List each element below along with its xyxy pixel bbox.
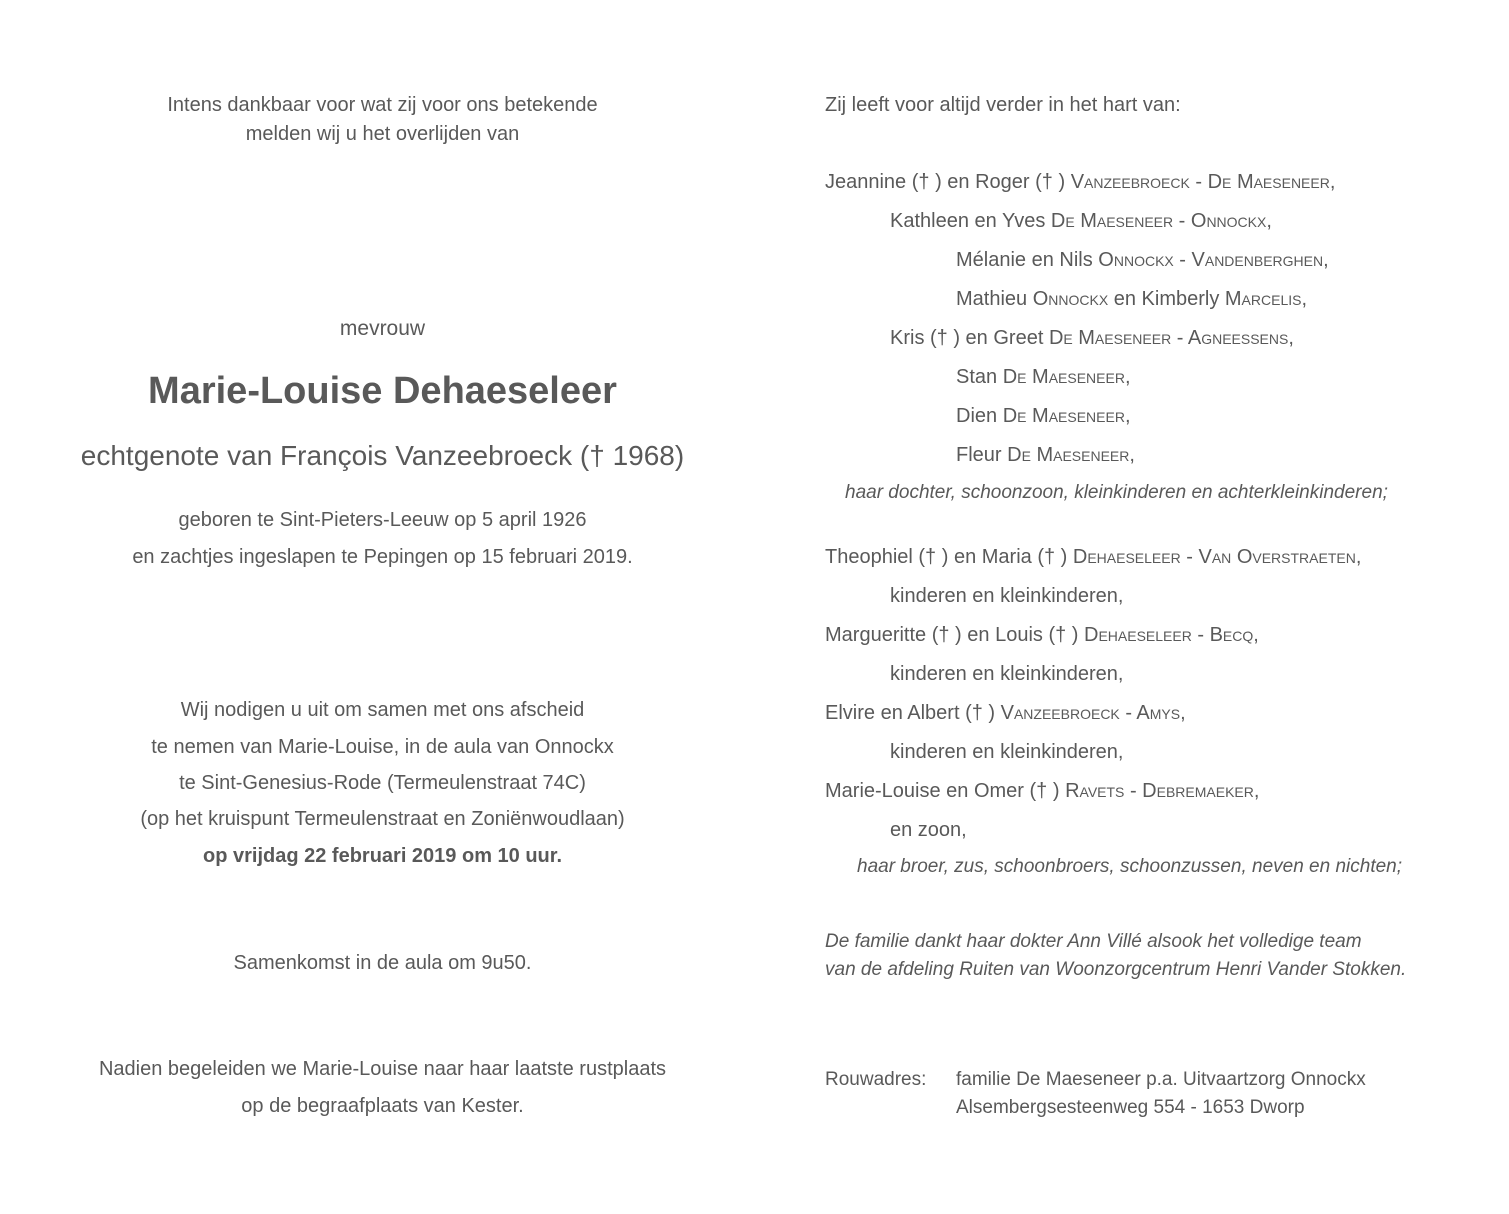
- family-line: Jeannine († ) en Roger († ) Vanzeebroeck - De Maeseneer,: [825, 171, 1336, 193]
- spouse-line: echtgenote van François Vanzeebroeck († 1968): [80, 440, 685, 471]
- gathering-time: Samenkomst in de aula om 9u50.: [233, 952, 532, 974]
- invite-line-3: te Sint-Genesius-Rode (Termeulenstraat 74C): [179, 772, 586, 794]
- thanks-line-2: van de afdeling Ruiten van Woonzorgcentrum Henri Vander Stokken.: [825, 959, 1407, 980]
- thanks-line-1: De familie dankt haar dokter Ann Villé alsook het volledige team: [825, 931, 1362, 952]
- intro-line-1: Intens dankbaar voor wat zij voor ons betekende: [167, 94, 598, 116]
- family-line: kinderen en kleinkinderen,: [890, 741, 1124, 763]
- burial-line-1: Nadien begeleiden we Marie-Louise naar haar laatste rustplaats: [98, 1058, 666, 1080]
- address-line-2: Alsembergsesteenweg 554 - 1653 Dworp: [956, 1097, 1305, 1118]
- invite-line-2: te nemen van Marie-Louise, in de aula van Onnockx: [151, 736, 614, 758]
- family-line: Fleur De Maeseneer,: [956, 444, 1135, 466]
- invite-line-4: (op het kruispunt Termeulenstraat en Zoniënwoudlaan): [140, 808, 625, 830]
- family-line: Elvire en Albert († ) Vanzeebroeck - Amys,: [825, 702, 1186, 724]
- honorific: mevrouw: [339, 317, 426, 340]
- family-relation-note: haar dochter, schoonzoon, kleinkinderen en achterkleinkinderen;: [845, 482, 1388, 503]
- ceremony-date: op vrijdag 22 februari 2019 om 10 uur.: [202, 845, 563, 867]
- family-line: Mélanie en Nils Onnockx - Vandenberghen,: [956, 249, 1329, 271]
- family-line: Dien De Maeseneer,: [956, 405, 1131, 427]
- family-line: Theophiel († ) en Maria († ) Dehaeseleer - Van Overstraeten,: [825, 546, 1362, 568]
- address-label: Rouwadres:: [825, 1069, 927, 1090]
- death-line: en zachtjes ingeslapen te Pepingen op 15 februari 2019.: [132, 546, 633, 568]
- intro-line-2: melden wij u het overlijden van: [245, 123, 520, 145]
- family-line: Mathieu Onnockx en Kimberly Marcelis,: [956, 288, 1308, 310]
- birth-line: geboren te Sint-Pieters-Leeuw op 5 april 1926: [178, 509, 587, 531]
- family-line: Kris († ) en Greet De Maeseneer - Agneessens,: [890, 327, 1294, 349]
- family-heading: Zij leeft voor altijd verder in het hart van:: [825, 94, 1181, 116]
- family-line: Marie-Louise en Omer († ) Ravets - Debremaeker,: [825, 780, 1260, 802]
- family-line: en zoon,: [890, 819, 967, 841]
- family-line: Stan De Maeseneer,: [956, 366, 1131, 388]
- invite-line-1: Wij nodigen u uit om samen met ons afscheid: [180, 699, 585, 721]
- address-line-1: familie De Maeseneer p.a. Uitvaartzorg Onnockx: [956, 1069, 1366, 1090]
- family-line: Margueritte († ) en Louis († ) Dehaeseleer - Becq,: [825, 624, 1259, 646]
- family-line: kinderen en kleinkinderen,: [890, 585, 1124, 607]
- family-relation-note: haar broer, zus, schoonbroers, schoonzussen, neven en nichten;: [857, 856, 1403, 877]
- family-line: Kathleen en Yves De Maeseneer - Onnockx,: [890, 210, 1272, 232]
- deceased-name: Marie-Louise Dehaeseleer: [148, 370, 617, 412]
- burial-line-2: op de begraafplaats van Kester.: [241, 1095, 524, 1117]
- family-line: kinderen en kleinkinderen,: [890, 663, 1124, 685]
